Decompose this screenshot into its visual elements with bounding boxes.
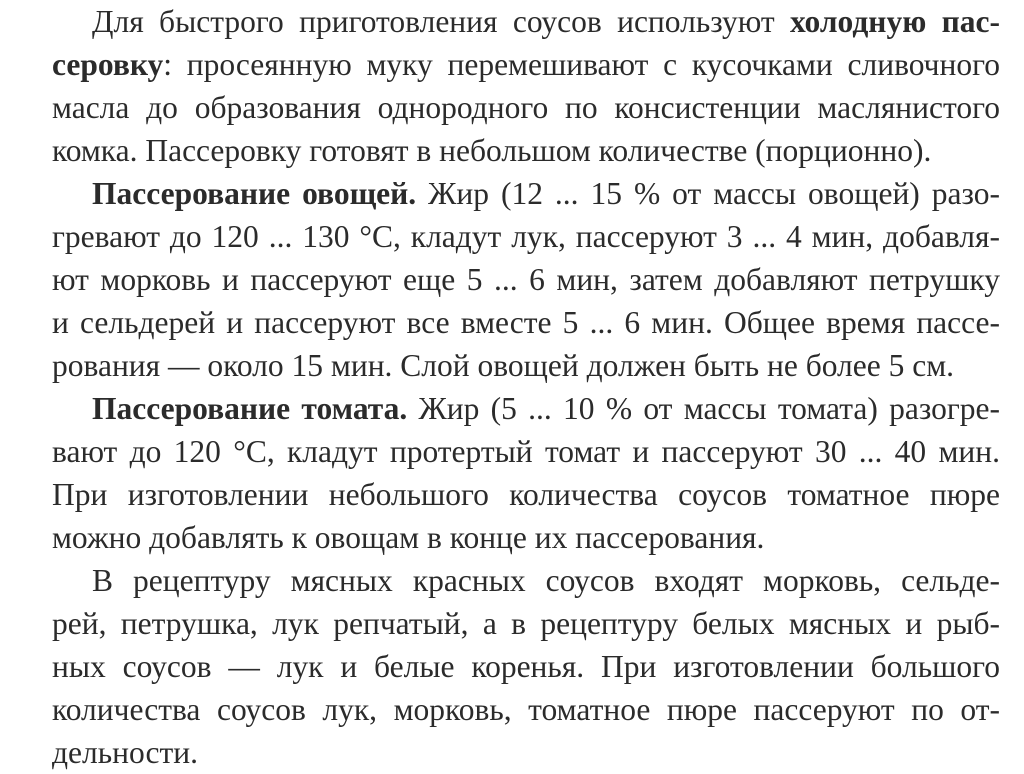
line-text: рей, петрушка, лук репчатый, а в рецептуру белых мясных и рыб- bbox=[52, 606, 1000, 641]
paragraph-line-6 bbox=[52, 215, 1000, 258]
line-text: комка. Пассеровку готовят в небольшом количестве (порционно). bbox=[52, 133, 932, 168]
line-bold-text: Пассерование томата. bbox=[92, 391, 408, 426]
paragraph-line-4 bbox=[52, 129, 1000, 172]
line-text: рования — около 15 мин. Слой овощей должен быть не более 5 см. bbox=[52, 348, 955, 383]
line-text: Жир (12 ... 15 % от массы овощей) разо- bbox=[416, 176, 1000, 211]
line-text: можно добавлять к овощам в конце их пассерования. bbox=[52, 520, 765, 555]
paragraph-line-8 bbox=[52, 301, 1000, 344]
line-text: ют морковь и пассеруют еще 5 ... 6 мин, затем добавляют петрушку bbox=[52, 262, 1000, 297]
line-text: Жир (5 ... 10 % от массы томата) разогре- bbox=[407, 391, 1000, 426]
paragraph-line-9 bbox=[52, 344, 1000, 387]
line-bold-text: Пассерование овощей. bbox=[92, 176, 417, 211]
paragraph-line-3 bbox=[52, 86, 1000, 129]
line-text: : просеянную муку перемешивают с кусочками сливочного bbox=[163, 47, 1000, 82]
line-text: В рецептуру мясных красных соусов входят морковь, сельде- bbox=[92, 563, 1000, 598]
line-text: гревают до 120 ... 130 °С, кладут лук, пассеруют 3 ... 4 мин, добавля- bbox=[52, 219, 1000, 254]
paragraph-line-15 bbox=[52, 602, 1000, 645]
line-bold-text: холодную пас- bbox=[789, 4, 1000, 39]
line-text: При изготовлении небольшого количества соусов томатное пюре bbox=[52, 477, 1000, 512]
line-text: ных соусов — лук и белые коренья. При изготовлении большого bbox=[52, 649, 1000, 684]
paragraph-line-10 bbox=[92, 387, 1000, 430]
line-text: вают до 120 °С, кладут протертый томат и пассеруют 30 ... 40 мин. bbox=[52, 434, 1000, 469]
paragraph-line-14 bbox=[92, 559, 1000, 602]
paragraph-line-16 bbox=[52, 645, 1000, 688]
line-text: дельности. bbox=[52, 735, 198, 770]
line-text: количества соусов лук, морковь, томатное пюре пассеруют по от- bbox=[52, 692, 1000, 727]
line-text: Для быстрого приготовления соусов используют bbox=[92, 4, 790, 39]
paragraph-line-18 bbox=[52, 731, 1000, 774]
paragraph-line-2 bbox=[52, 43, 1000, 86]
paragraph-line-7 bbox=[52, 258, 1000, 301]
paragraph-line-11 bbox=[52, 430, 1000, 473]
line-text: и сельдерей и пассеруют все вместе 5 ... 6 мин. Общее время пассе- bbox=[52, 305, 1000, 340]
paragraph-line-13 bbox=[52, 516, 1000, 559]
line-text: масла до образования однородного по консистенции маслянистого bbox=[52, 90, 1000, 125]
paragraph-line-5 bbox=[92, 172, 1000, 215]
paragraph-line-12 bbox=[52, 473, 1000, 516]
paragraph-line-17 bbox=[52, 688, 1000, 731]
line-bold-text: серовку bbox=[52, 47, 164, 82]
paragraph-line-1 bbox=[92, 0, 1000, 43]
